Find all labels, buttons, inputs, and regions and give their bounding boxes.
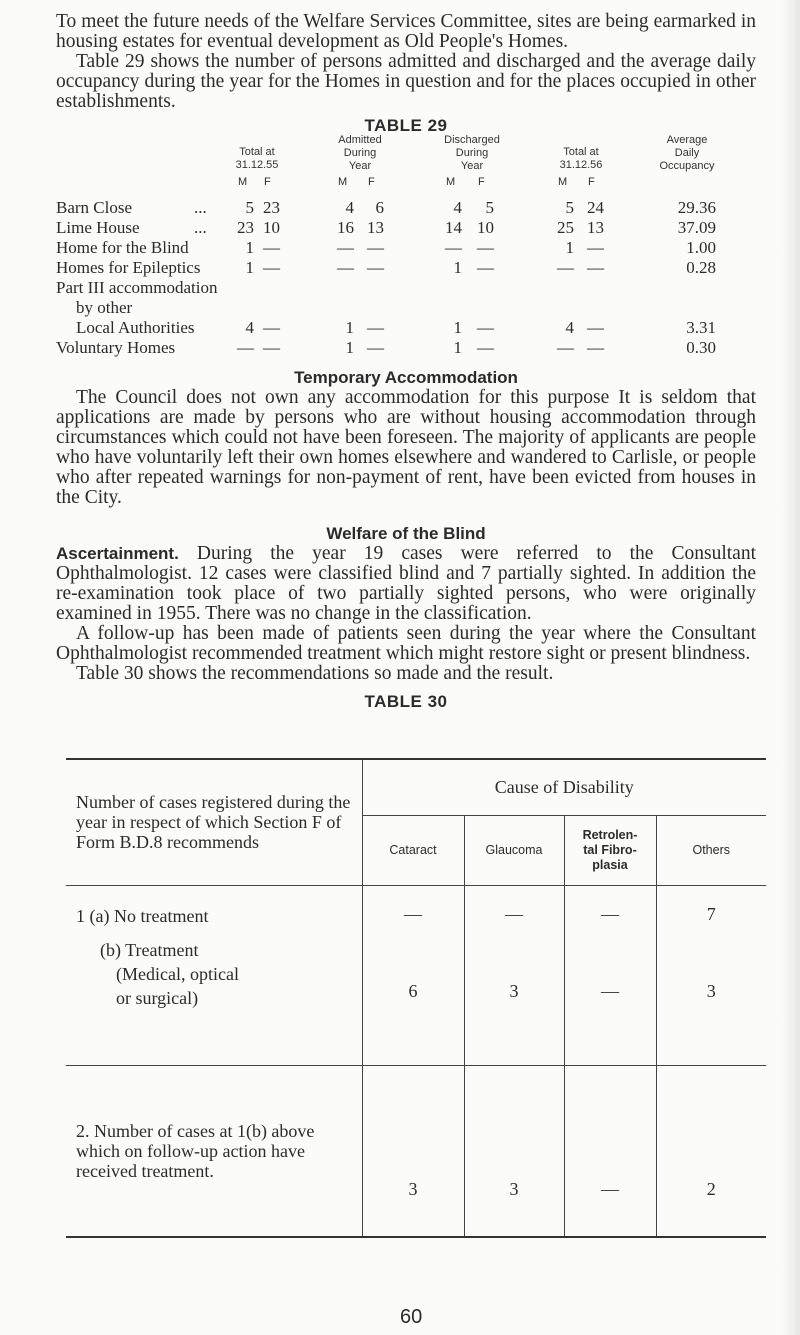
row-1-cataract: — 6 [362, 885, 464, 1065]
mf-header-3: F [368, 176, 375, 188]
table-29-cell: — [587, 238, 604, 257]
page-edge-shadow [782, 0, 800, 1335]
page-content [56, 12, 756, 712]
table-29-cell: — [477, 318, 494, 337]
table-29-cell: 5 [245, 198, 254, 217]
table-30-title: TABLE 30 [364, 692, 448, 711]
table-29-cell: — [337, 258, 354, 277]
table-29-cell: 13 [587, 218, 604, 237]
table-29-cell: — [237, 338, 254, 357]
table-29-row-label: Lime House [56, 218, 140, 237]
table-30 [66, 758, 766, 1238]
row-1-retrolental: — — [564, 885, 656, 1065]
row-1b-label-line3: or surgical) [116, 987, 199, 1008]
table-29-title: TABLE 29 [364, 116, 448, 135]
cause-retrolental-fibroplasia: Retrolen- tal Fibro- plasia [564, 815, 656, 885]
table-29 [56, 136, 756, 376]
blind-paragraph-2: A follow-up has been made of patients seen during the year where the Consultant Ophthalmologist recommended treatment which might restore sight or present blindness. [56, 623, 756, 664]
table-29-cell: 1 [345, 338, 354, 357]
row-2-retrolental: — [564, 1065, 656, 1237]
table-29-cell: 5 [565, 198, 574, 217]
table-29-cell: — [367, 338, 384, 357]
mf-header-7: F [588, 176, 595, 188]
table-29-cell: 4 [245, 318, 254, 337]
table-29-row-label: Home for the Blind [56, 238, 189, 257]
cause-others: Others [656, 815, 766, 885]
header-total-start: Total at 31.12.55 [235, 146, 279, 171]
table-29-cell: 1 [245, 258, 254, 277]
table-29-row-label: Local Authorities [76, 318, 195, 337]
table-29-average: 3.31 [686, 318, 716, 337]
table-29-cell: 5 [485, 198, 494, 217]
temporary-heading: Temporary Accommodation [294, 368, 518, 387]
table-29-cell: 16 [337, 218, 354, 237]
row-1b-label-line2: (Medical, optical [116, 963, 239, 984]
table-29-row-label: Part III accommodation [56, 278, 218, 297]
table-29-cell: 13 [367, 218, 384, 237]
table-29-cell: 1 [453, 338, 462, 357]
cause-glaucoma: Glaucoma [464, 815, 564, 885]
header-admitted: Admitted During Year [338, 134, 382, 172]
row-2-glaucoma: 3 [464, 1065, 564, 1237]
table-29-cell: — [367, 258, 384, 277]
table-29-cell: 4 [453, 198, 462, 217]
ascertainment-lead: Ascertainment. [56, 544, 179, 563]
mf-header-6: M [558, 176, 568, 188]
table-29-cell: — [367, 318, 384, 337]
table-29-average: 37.09 [677, 218, 716, 237]
blind-heading: Welfare of the Blind [326, 524, 486, 543]
row-2-label: 2. Number of cases at 1(b) above which on follow-up action have received treatment. [66, 1065, 362, 1237]
table-29-average: 29.36 [677, 198, 716, 217]
table-29-cell: 1 [453, 318, 462, 337]
cause-of-disability-header: Cause of Disability [362, 759, 766, 815]
table-29-cell: 1 [245, 238, 254, 257]
table-29-cell: — [557, 338, 574, 357]
temporary-paragraph: The Council does not own any accommodation for this purpose It is seldom that applications are made by persons who are without housing accommodation through circumstances which could not have been foreseen. The majority of applicants are people who have voluntarily left their own homes elsewhere and wandered to Carlisle, or people who after repeated warnings for non-payment of rent, have been evicted from houses in the City. [56, 387, 756, 508]
table-29-cell: 25 [557, 218, 574, 237]
table-29-cell: — [477, 258, 494, 277]
header-average: Average Daily Occupancy [659, 134, 715, 172]
table-29-cell: 24 [587, 198, 604, 217]
table-29-row-label: Barn Close [56, 198, 133, 217]
row-1a-label: 1 (a) No treatment [76, 905, 209, 926]
blind-paragraph-1 [56, 544, 756, 624]
table-29-row-label: Voluntary Homes [56, 338, 176, 357]
table-29-cell: 10 [477, 218, 494, 237]
row-2-others: 2 [656, 1065, 766, 1237]
table-29-cell: 1 [345, 318, 354, 337]
table-29-cell: — [263, 318, 280, 337]
table-29-average: 0.30 [686, 338, 716, 357]
table-30-lead-header: Number of cases registered during the year in respect of which Section F of Form B.D.8 recommends [66, 759, 362, 885]
table-29-cell: — [263, 238, 280, 257]
cause-cataract: Cataract [362, 815, 464, 885]
table-29-cell: — [587, 318, 604, 337]
leader-dots: ... [194, 218, 207, 237]
table-29-cell: — [587, 338, 604, 357]
table-29-average: 0.28 [686, 258, 716, 277]
page-number: 60 [400, 1306, 423, 1328]
table-29-row-label: Homes for Epileptics [56, 258, 201, 277]
intro-paragraph-1: To meet the future needs of the Welfare Services Committee, sites are being earmarked in housing estates for eventual development as Old People's Homes. [56, 11, 756, 52]
table-29-cell: 10 [263, 218, 280, 237]
table-29-cell: — [557, 258, 574, 277]
blind-paragraph-1-text: During the year 19 cases were referred to the Consultant Ophthalmologist. 12 cases were classified blind and 7 partially sighted. In addition the re-examination took place of two partially sighted persons, who were originally examined in 1955. There was no change in the classification. [56, 543, 756, 624]
row-1b-label: (b) Treatment [100, 939, 199, 960]
table-29-cell: 23 [237, 218, 254, 237]
row-1-others: 7 3 [656, 885, 766, 1065]
table-29-average: 1.00 [686, 238, 716, 257]
table-29-cell: — [477, 238, 494, 257]
table-29-cell: — [263, 338, 280, 357]
table-29-cell: 6 [375, 198, 384, 217]
header-total-end: Total at 31.12.56 [559, 146, 603, 171]
mf-header-2: M [338, 176, 348, 188]
row-1-label [66, 885, 362, 1065]
table-29-cell: 14 [445, 218, 462, 237]
table-29-cell: — [477, 338, 494, 357]
table-29-cell: 1 [453, 258, 462, 277]
table-29-cell: — [587, 258, 604, 277]
table-29-cell: — [367, 238, 384, 257]
blind-paragraph-3: Table 30 shows the recommendations so made and the result. [76, 663, 554, 684]
table-29-cell: 23 [263, 198, 280, 217]
row-2-cataract: 3 [362, 1065, 464, 1237]
table-29-cell: 4 [565, 318, 574, 337]
table-29-row-label: by other [76, 298, 133, 317]
intro-paragraph-2: Table 29 shows the number of persons admitted and discharged and the average daily occupancy during the year for the Homes in question and for the places occupied in other establishments. [56, 51, 756, 112]
table-29-cell: 1 [565, 238, 574, 257]
table-29-cell: — [263, 258, 280, 277]
mf-header-5: F [478, 176, 485, 188]
row-1-glaucoma: — 3 [464, 885, 564, 1065]
table-29-cell: 4 [345, 198, 354, 217]
leader-dots: ... [194, 198, 207, 217]
table-29-cell: — [445, 238, 462, 257]
table-29-cell: — [337, 238, 354, 257]
mf-header-0: M [238, 176, 248, 188]
mf-header-1: F [264, 176, 271, 188]
header-discharged: Discharged During Year [444, 134, 500, 172]
mf-header-4: M [446, 176, 456, 188]
